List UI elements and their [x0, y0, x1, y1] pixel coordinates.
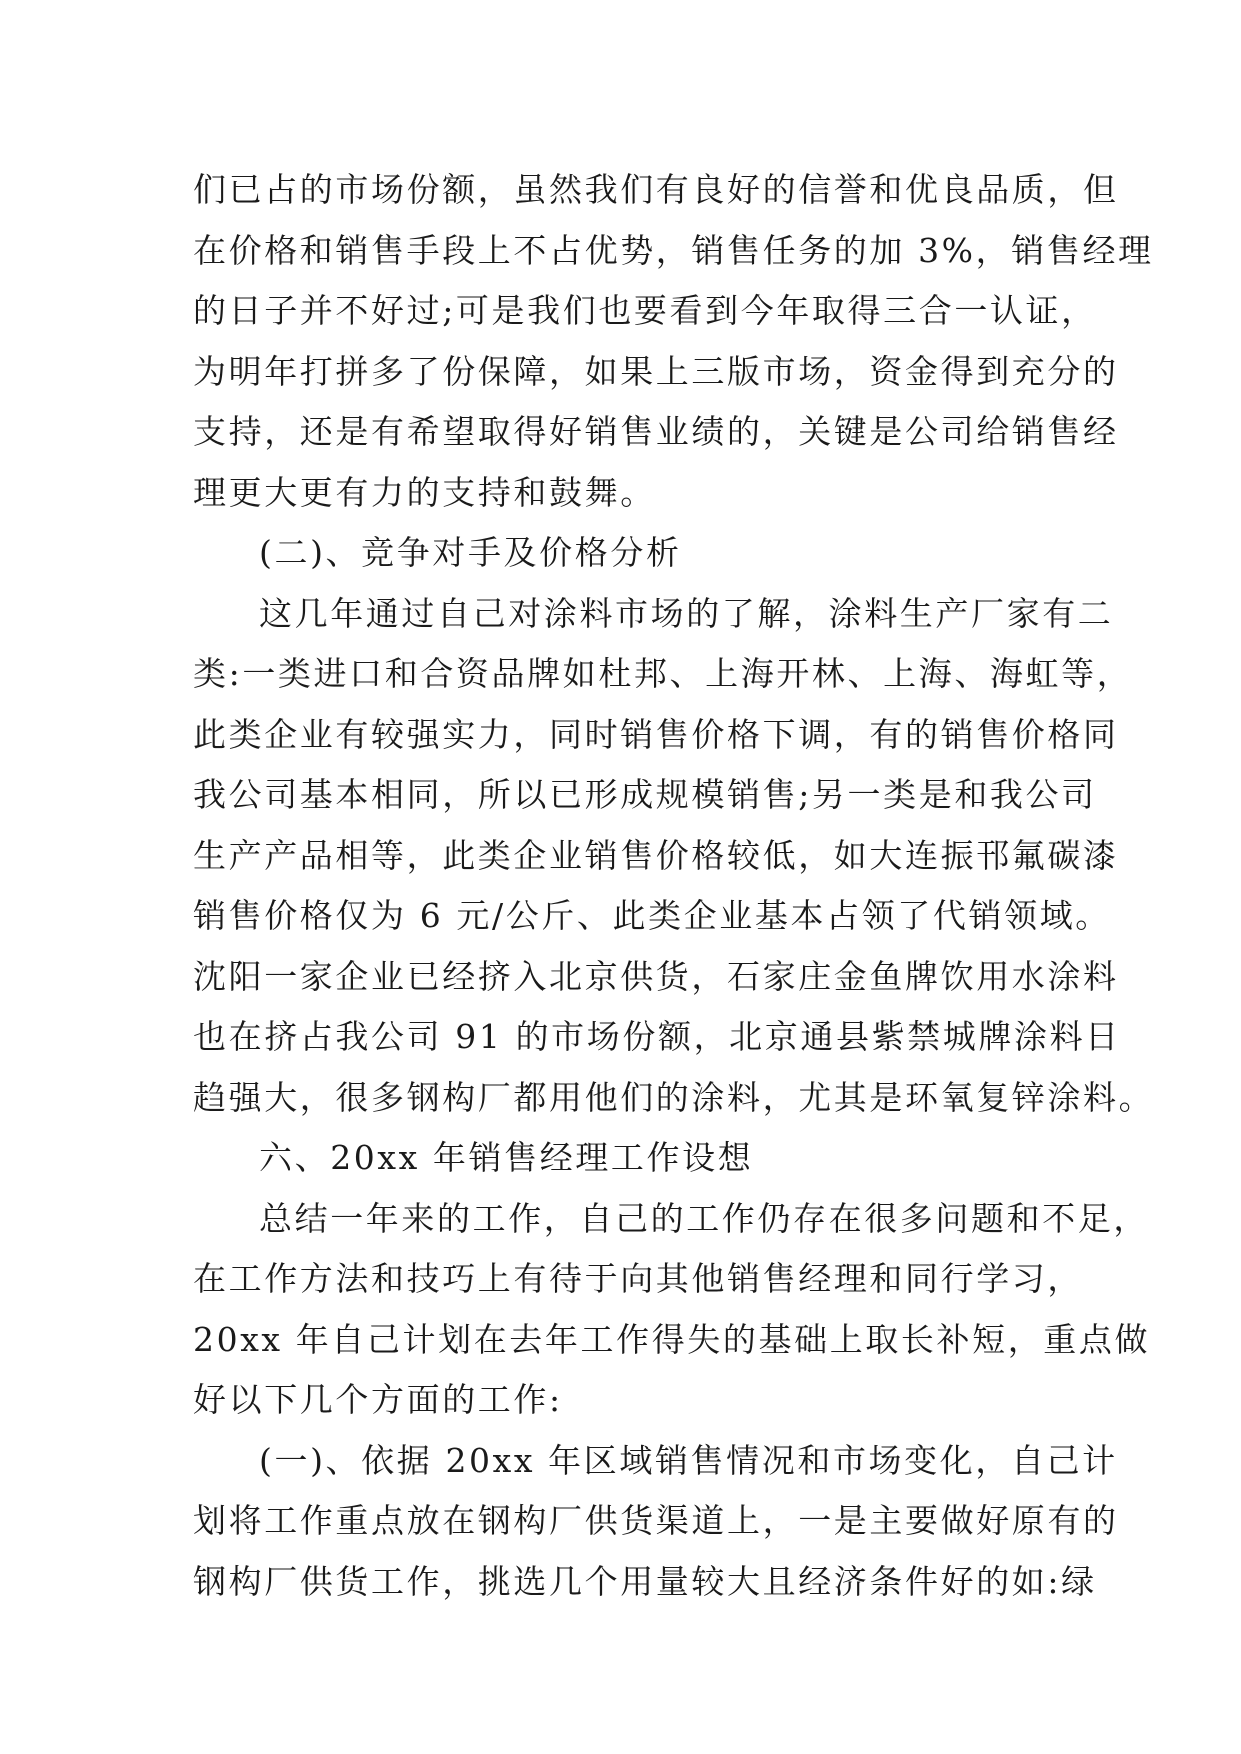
- text-line: 此类企业有较强实力，同时销售价格下调，有的销售价格同: [193, 714, 1119, 754]
- text-line: 在工作方法和技巧上有待于向其他销售经理和同行学习，: [193, 1259, 1083, 1298]
- text-line: (一)、依据 20xx 年区域销售情况和市场变化，自己计: [259, 1440, 1118, 1480]
- text-line: 趋强大，很多钢构厂都用他们的涂料，尤其是环氧复锌涂料。: [193, 1077, 1155, 1117]
- text-line: 也在挤占我公司 91 的市场份额，北京通县紫禁城牌涂料日: [193, 1017, 1121, 1056]
- text-line: 总结一年来的工作，自己的工作仍存在很多问题和不足，: [259, 1198, 1149, 1238]
- text-line: 这几年通过自己对涂料市场的了解，涂料生产厂家有二: [259, 593, 1114, 633]
- text-line: 生产产品相等，此类企业销售价格较低，如大连振邗氟碳漆: [193, 835, 1119, 875]
- text-line: 我公司基本相同，所以已形成规模销售;另一类是和我公司: [193, 775, 1097, 814]
- text-line: 的日子并不好过;可是我们也要看到今年取得三合一认证，: [193, 291, 1097, 330]
- section-heading: 六、20xx 年销售经理工作设想: [259, 1138, 754, 1177]
- text-line: 类:一类进口和合资品牌如杜邦、上海开林、上海、海虹等，: [193, 654, 1133, 693]
- text-line: 为明年打拼多了份保障，如果上三版市场，资金得到充分的: [193, 351, 1119, 391]
- text-line: 销售价格仅为 6 元/公斤、此类企业基本占领了代销领域。: [193, 896, 1111, 935]
- text-line: 沈阳一家企业已经挤入北京供货，石家庄金鱼牌饮用水涂料: [193, 956, 1119, 996]
- text-line: 20xx 年自己计划在去年工作得失的基础上取长补短，重点做: [193, 1319, 1151, 1359]
- text-line: 钢构厂供货工作，挑选几个用量较大且经济条件好的如:绿: [193, 1561, 1097, 1601]
- document-body: [193, 160, 1155, 1612]
- text-line: 划将工作重点放在钢构厂供货渠道上，一是主要做好原有的: [193, 1501, 1119, 1540]
- text-line: 在价格和销售手段上不占优势，销售任务的加 3%，销售经理: [193, 230, 1154, 270]
- section-heading: (二)、竞争对手及价格分析: [259, 533, 682, 572]
- text-line: 支持，还是有希望取得好销售业绩的，关键是公司给销售经: [193, 412, 1119, 451]
- text-line: 们已占的市场份额，虽然我们有良好的信誉和优良品质，但: [193, 170, 1119, 209]
- text-line: 理更大更有力的支持和鼓舞。: [193, 472, 656, 512]
- text-line: 好以下几个方面的工作:: [193, 1380, 563, 1419]
